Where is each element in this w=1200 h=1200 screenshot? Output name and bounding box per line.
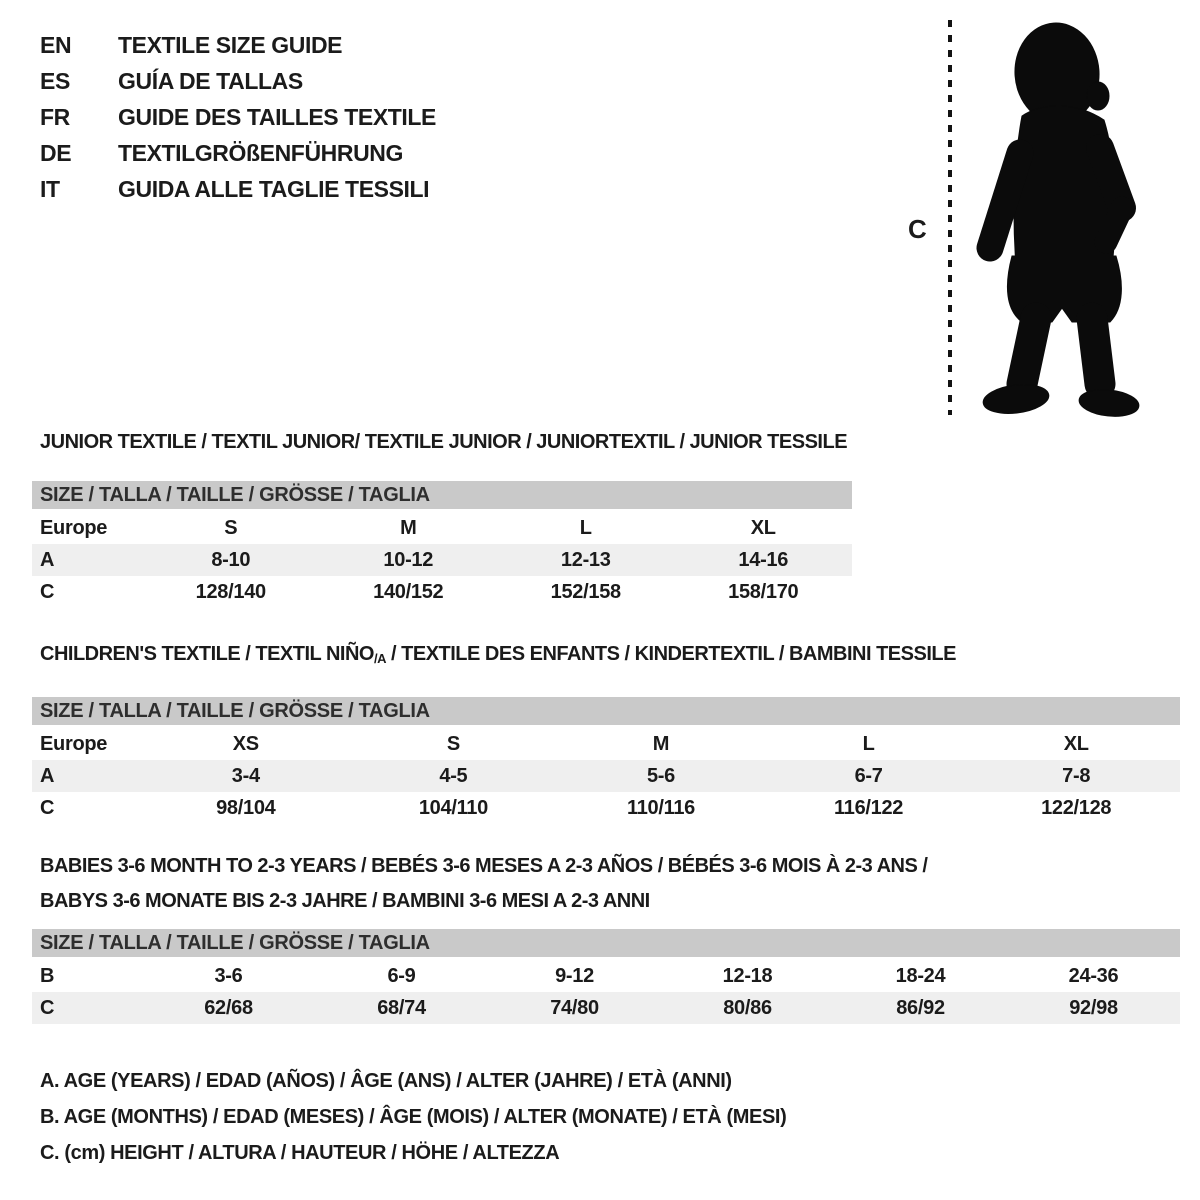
size-value-cell: 10-12 bbox=[383, 549, 434, 571]
babies-title-line2: BABYS 3-6 MONATE BIS 2-3 JAHRE / BAMBINI 3-6 MESI A 2-3 ANNI bbox=[40, 890, 650, 912]
size-value-cell: 18-24 bbox=[895, 965, 946, 987]
language-code: ES bbox=[40, 67, 70, 94]
table-row bbox=[32, 544, 852, 576]
guide-title: TEXTILE SIZE GUIDE bbox=[118, 31, 343, 58]
size-value-cell: 86/92 bbox=[896, 997, 945, 1019]
language-row bbox=[40, 27, 436, 63]
size-value-cell: XS bbox=[232, 733, 259, 755]
size-value-cell: XL bbox=[1063, 733, 1089, 755]
babies-size-table bbox=[32, 960, 1180, 1024]
table-row bbox=[32, 512, 852, 544]
size-value-cell: 24-36 bbox=[1068, 965, 1119, 987]
row-label: B bbox=[40, 965, 55, 987]
language-code: EN bbox=[40, 31, 72, 58]
row-label: A bbox=[40, 765, 55, 787]
table-row bbox=[32, 576, 852, 608]
babies-textile-section bbox=[32, 849, 1180, 1024]
size-value-cell: 9-12 bbox=[555, 965, 594, 987]
size-value-cell: M bbox=[652, 733, 670, 755]
table-row bbox=[32, 992, 1180, 1024]
table-row bbox=[32, 760, 1180, 792]
size-value-cell: 3-6 bbox=[214, 965, 243, 987]
size-value-cell: 6-7 bbox=[854, 765, 883, 787]
size-header-band: SIZE / TALLA / TAILLE / GRÖSSE / TAGLIA bbox=[32, 481, 852, 509]
guide-title: GUIDA ALLE TAGLIE TESSILI bbox=[118, 175, 430, 202]
guide-title: GUIDE DES TAILLES TEXTILE bbox=[118, 103, 436, 130]
language-code: DE bbox=[40, 139, 72, 166]
children-textile-section bbox=[32, 642, 1180, 824]
size-value-cell: 3-4 bbox=[231, 765, 260, 787]
size-value-cell: 8-10 bbox=[211, 549, 251, 571]
legend-line: B. AGE (MONTHS) / EDAD (MESES) / ÂGE (MOIS) / ALTER (MONATE) / ETÀ (MESI) bbox=[40, 1106, 787, 1128]
row-label: C bbox=[40, 797, 55, 819]
size-value-cell: 122/128 bbox=[1041, 797, 1112, 819]
junior-section-title: JUNIOR TEXTILE / TEXTIL JUNIOR/ TEXTILE JUNIOR / JUNIORTEXTIL / JUNIOR TESSILE bbox=[40, 431, 848, 453]
size-header-band: SIZE / TALLA / TAILLE / GRÖSSE / TAGLIA bbox=[32, 929, 1180, 957]
children-title-main: CHILDREN'S TEXTILE / TEXTIL NIÑO bbox=[40, 643, 374, 665]
row-label: Europe bbox=[40, 517, 108, 539]
size-value-cell: 7-8 bbox=[1062, 765, 1091, 787]
junior-size-table bbox=[32, 512, 852, 608]
language-title-list bbox=[40, 27, 436, 207]
legend-line: A. AGE (YEARS) / EDAD (AÑOS) / ÂGE (ANS) / ALTER (JAHRE) / ETÀ (ANNI) bbox=[40, 1070, 732, 1092]
table-row bbox=[32, 960, 1180, 992]
size-value-cell: 12-18 bbox=[722, 965, 773, 987]
size-value-cell: 4-5 bbox=[439, 765, 468, 787]
height-measure-label: C bbox=[908, 214, 927, 244]
size-value-cell: 92/98 bbox=[1069, 997, 1118, 1019]
babies-section-title bbox=[32, 849, 1180, 919]
guide-title: GUÍA DE TALLAS bbox=[118, 67, 303, 94]
language-row bbox=[40, 171, 436, 207]
size-value-cell: 5-6 bbox=[646, 765, 675, 787]
children-size-table bbox=[32, 728, 1180, 824]
children-section-title bbox=[32, 642, 1180, 671]
row-label: C bbox=[40, 997, 55, 1019]
table-row bbox=[32, 728, 1180, 760]
size-value-cell: 128/140 bbox=[195, 581, 266, 603]
language-code: FR bbox=[40, 103, 70, 130]
guide-title: TEXTILGRÖßENFÜHRUNG bbox=[118, 139, 403, 166]
children-title-rest: / TEXTILE DES ENFANTS / KINDERTEXTIL / BAMBINI TESSILE bbox=[385, 643, 956, 665]
size-value-cell: M bbox=[400, 517, 417, 539]
row-label: Europe bbox=[40, 733, 108, 755]
size-value-cell: L bbox=[579, 517, 592, 539]
babies-title-line1: BABIES 3-6 MONTH TO 2-3 YEARS / BEBÉS 3-6 MESES A 2-3 AÑOS / BÉBÉS 3-6 MOIS À 2-3 ANS / bbox=[40, 855, 928, 877]
language-row bbox=[40, 135, 436, 171]
size-value-cell: S bbox=[446, 733, 460, 755]
legend-line: C. (cm) HEIGHT / ALTURA / HAUTEUR / HÖHE / ALTEZZA bbox=[40, 1142, 560, 1164]
size-value-cell: 14-16 bbox=[738, 549, 789, 571]
language-row bbox=[40, 99, 436, 135]
size-header-band: SIZE / TALLA / TAILLE / GRÖSSE / TAGLIA bbox=[32, 697, 1180, 725]
size-value-cell: 74/80 bbox=[550, 997, 599, 1019]
language-code: IT bbox=[40, 175, 60, 202]
size-value-cell: 68/74 bbox=[377, 997, 426, 1019]
measurement-legend bbox=[40, 1063, 786, 1171]
row-label: A bbox=[40, 549, 55, 571]
size-value-cell: 104/110 bbox=[418, 797, 488, 819]
size-value-cell: L bbox=[862, 733, 875, 755]
baby-silhouette-icon bbox=[982, 20, 1141, 419]
table-row bbox=[32, 792, 1180, 824]
junior-textile-section bbox=[32, 430, 852, 608]
size-value-cell: 6-9 bbox=[387, 965, 416, 987]
size-value-cell: 12-13 bbox=[560, 549, 611, 571]
row-label: C bbox=[40, 581, 55, 603]
size-value-cell: 140/152 bbox=[373, 581, 444, 603]
baby-silhouette-figure bbox=[900, 12, 1155, 422]
size-value-cell: 152/158 bbox=[550, 581, 621, 603]
size-value-cell: 116/122 bbox=[834, 797, 904, 819]
size-value-cell: S bbox=[224, 517, 238, 539]
size-value-cell: 80/86 bbox=[723, 997, 772, 1019]
size-value-cell: 158/170 bbox=[728, 581, 799, 603]
children-title-subscript: /A bbox=[373, 651, 386, 666]
size-value-cell: XL bbox=[750, 517, 776, 539]
size-value-cell: 110/116 bbox=[626, 797, 695, 819]
size-value-cell: 98/104 bbox=[216, 797, 276, 819]
size-value-cell: 62/68 bbox=[204, 997, 253, 1019]
language-row bbox=[40, 63, 436, 99]
